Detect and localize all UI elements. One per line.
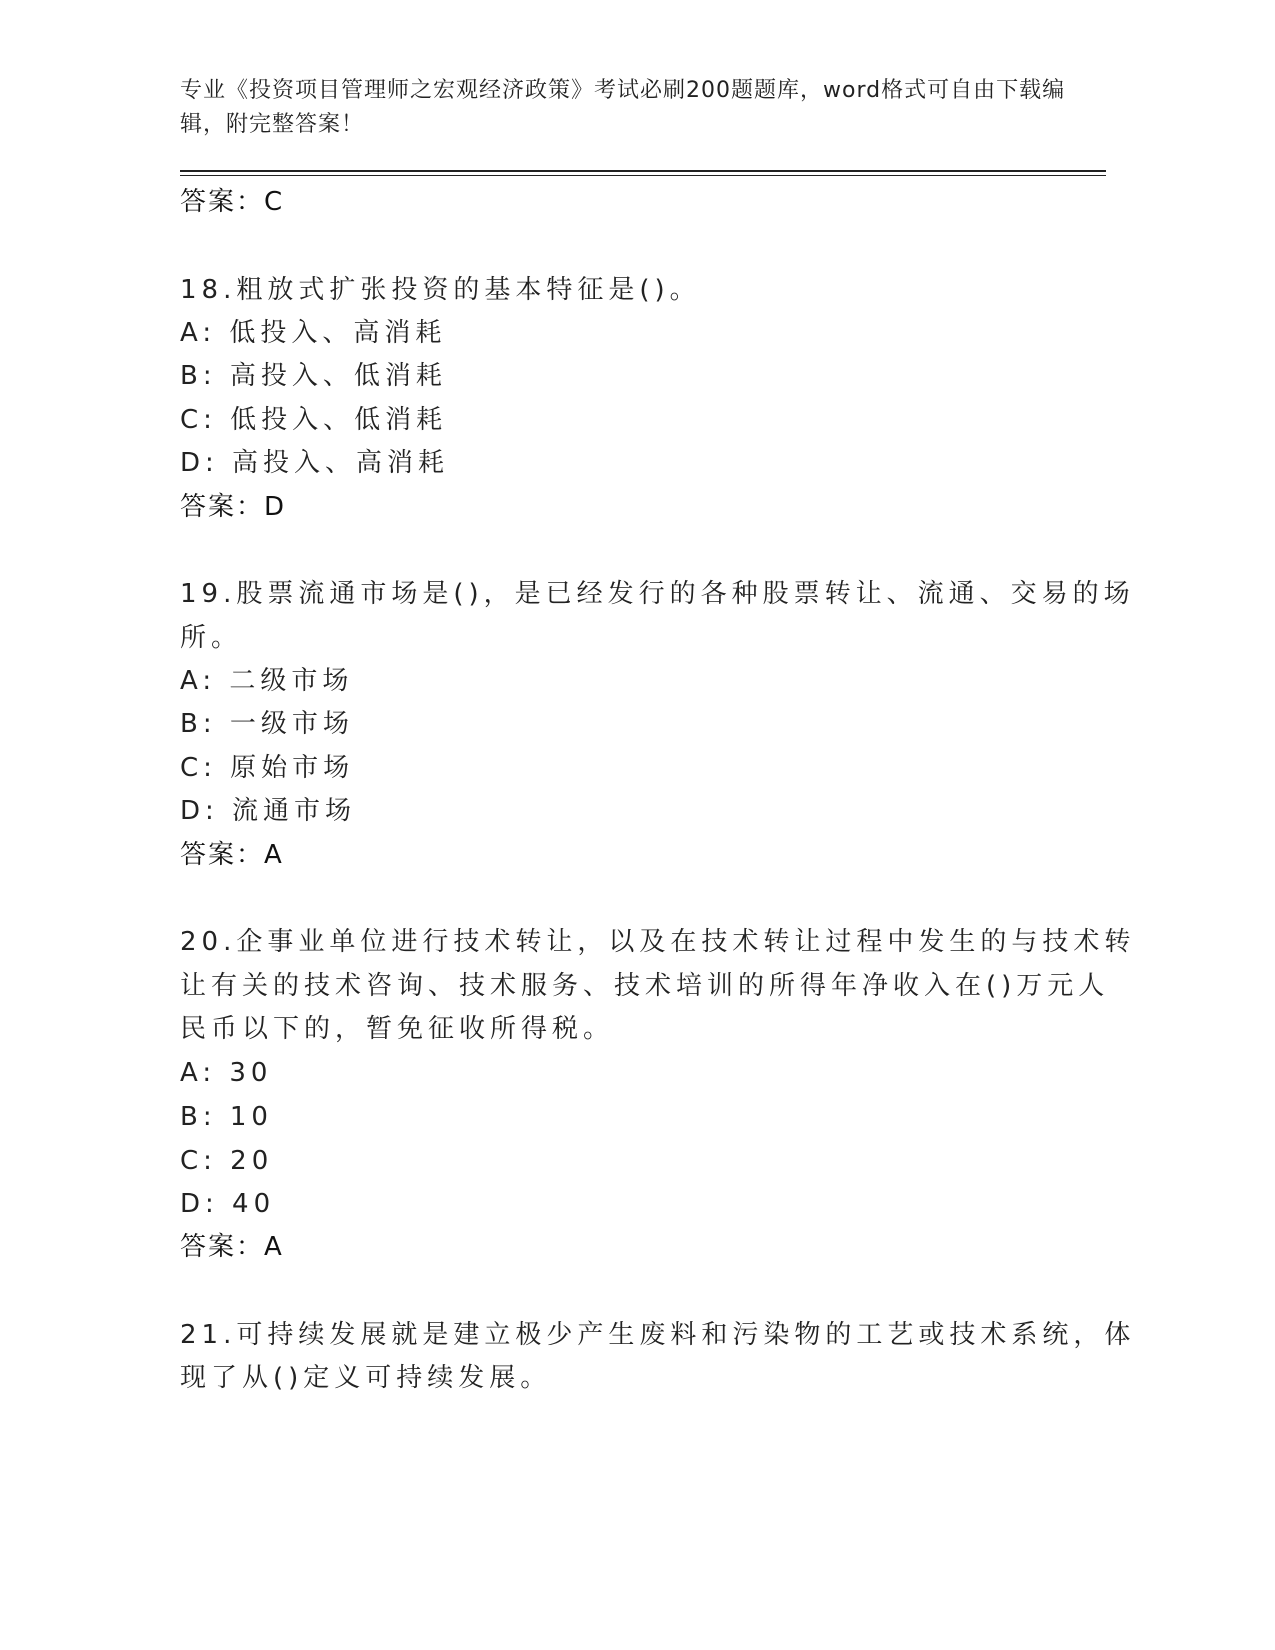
question-20-stem-line1: 20.企事业单位进行技术转让，以及在技术转让过程中发生的与技术转 <box>180 927 1136 957</box>
question-21-stem-line1: 21.可持续发展就是建立极少产生废料和污染物的工艺或技术系统，体 <box>180 1320 1136 1350</box>
question-21-stem-line2: 现了从()定义可持续发展。 <box>180 1363 552 1393</box>
question-19-option-a: A: 二级市场 <box>180 666 354 696</box>
question-19-option-b: B: 一级市场 <box>180 709 354 739</box>
question-20-stem-line3: 民币以下的，暂免征收所得税。 <box>180 1014 615 1044</box>
question-18-option-d: D: 高投入、高消耗 <box>180 448 450 478</box>
question-18-option-a: A: 低投入、高消耗 <box>180 318 447 348</box>
answer-q20: 答案：A <box>180 1232 284 1262</box>
question-19-stem-line2: 所。 <box>180 623 243 653</box>
question-20-option-c: C: 20 <box>180 1146 274 1176</box>
header-divider-thick <box>180 170 1106 172</box>
question-19-option-d: D: 流通市场 <box>180 796 357 826</box>
question-18-option-c: C: 低投入、低消耗 <box>180 405 448 435</box>
question-20-option-d: D: 40 <box>180 1189 276 1219</box>
question-18-option-b: B: 高投入、低消耗 <box>180 361 447 391</box>
answer-q18: 答案：D <box>180 492 287 522</box>
question-18-stem: 18.粗放式扩张投资的基本特征是()。 <box>180 275 701 305</box>
question-20-stem-line2: 让有关的技术咨询、技术服务、技术培训的所得年净收入在()万元人 <box>180 971 1110 1001</box>
question-20-option-b: B: 10 <box>180 1102 273 1132</box>
question-19-option-c: C: 原始市场 <box>180 753 355 783</box>
answer-q19: 答案：A <box>180 840 284 870</box>
document-header: 专业《投资项目管理师之宏观经济政策》考试必刷200题题库，word格式可自由下载编辑，附完整答案！ <box>180 78 1066 137</box>
header-divider-thin <box>180 175 1106 176</box>
question-19-stem-line1: 19.股票流通市场是()，是已经发行的各种股票转让、流通、交易的场 <box>180 579 1135 609</box>
question-20-option-a: A: 30 <box>180 1058 273 1088</box>
answer-q17: 答案：C <box>180 187 285 217</box>
